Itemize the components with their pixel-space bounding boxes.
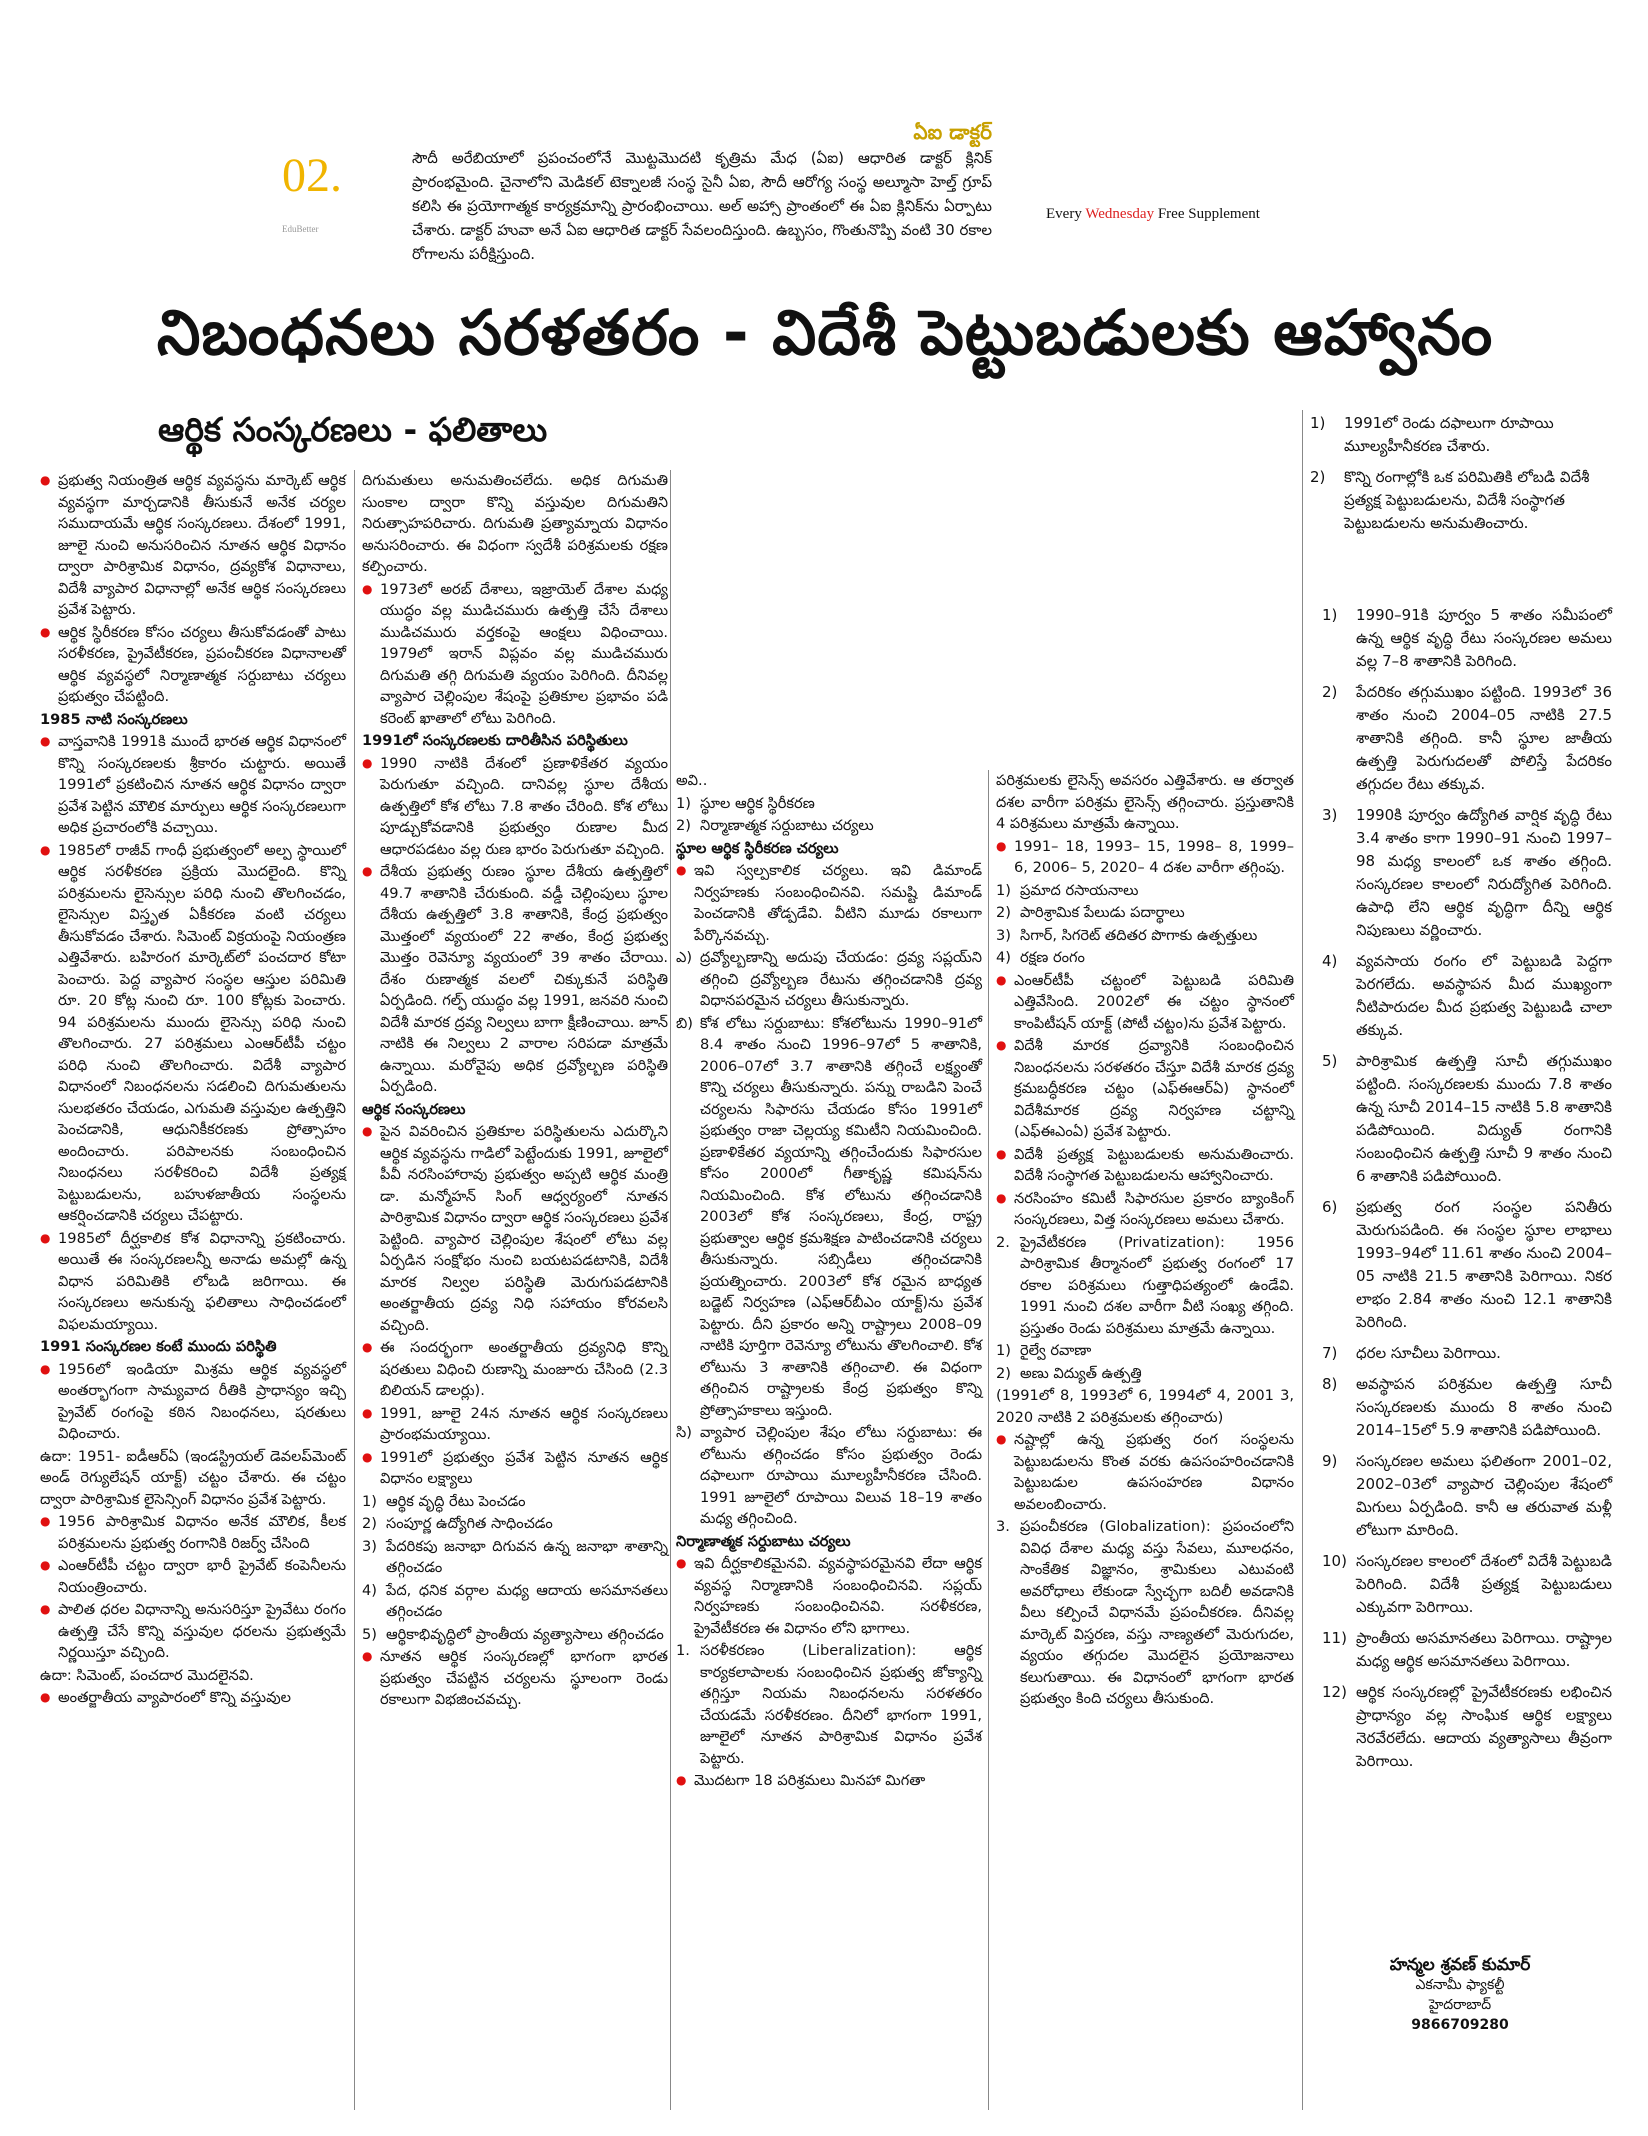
edu-label: EduBetter xyxy=(282,224,319,234)
item-number: 1) xyxy=(1310,414,1326,432)
item-text: సిగార్, సిగరెట్ తదితర పొగాకు ఉత్పత్తులు xyxy=(1020,926,1258,944)
numbered-item xyxy=(1322,1342,1612,1365)
numbered-item xyxy=(676,793,982,815)
item-text: ప్రాంతీయ అసమానతలు పెరిగాయి. రాష్ట్రాల మధ్య ఆర్థిక అసమానతలు పెరిగాయి. xyxy=(1356,1629,1612,1670)
item-number: 2) xyxy=(1310,468,1326,486)
numbered-item xyxy=(1310,412,1610,458)
item-text: 1990కి పూర్వం ఉద్యోగిత వార్షిక వృద్ధి రేటు 3.4 శాతం కాగా 1990–91 నుంచి 1997–98 మధ్య కాలంలో ఒక శాతం తగ్గింది. సంస్కరణల కాలంలో నిరుద్యోగిత పెరిగింది. ఉపాధి లేని ఆర్థిక వృద్ధిగా దీన్ని ఆర్థిక నిపుణులు వర్ణించారు. xyxy=(1356,806,1612,939)
bullet-paragraph: ● 1990 నాటికి దేశంలో ప్రణాళికేతర వ్యయం పెరుగుతూ వచ్చింది. దానివల్ల స్థూల దేశీయ ఉత్పత్తిలో కోశ లోటు 7.8 శాతం చేరింది. కోశ లోటు పూడ్చుకోవడానికి ప్రభుత్వం రుణాల మీద ఆధారపడటం వల్ల రుణ భారం పెరుగుతూ వచ్చింది. xyxy=(362,753,668,861)
bullet-paragraph: ● 1991– 18, 1993– 15, 1998– 8, 1999– 6, 2006– 5, 2020– 4 దశల వారీగా తగ్గింపు. xyxy=(996,836,1294,879)
item-text: వ్యవసాయ రంగం లో పెట్టుబడి పెద్దగా పెరగలేదు. అవస్థాపన మీద ముఖ్యంగా నీటిపారుదల మీద ప్రభుత్వ పెట్టుబడి చాలా తక్కువ. xyxy=(1356,952,1612,1039)
bullet-paragraph: ● ఎంఆర్‌టీపీ చట్టంలో పెట్టుబడి పరిమితి ఎత్తివేసింది. 2002లో ఈ చట్టం స్థానంలో కాంపిటీషన్ యాక్ట్ (పోటీ చట్టం)ను ప్రవేశ పెట్టారు. xyxy=(996,970,1294,1035)
supplement-prefix: Every xyxy=(1046,206,1082,222)
item-text: ఆర్థిక సంస్కరణల్లో ప్రైవేటీకరణకు లభించిన ప్రాధాన్యం వల్ల సాంఘిక ఆర్థిక లక్ష్యాలు నెరవేరలేదు. ఆదాయ వ్యత్యాసాలు తీవ్రంగా పెరిగాయి. xyxy=(1356,1683,1612,1770)
numbered-item xyxy=(1322,1627,1612,1673)
item-text: సంపూర్ణ ఉద్యోగిత సాధించడం xyxy=(386,1515,553,1532)
item-text: ప్రభుత్వ రంగ సంస్థల పనితీరు మెరుగుపడింది. ఈ సంస్థల స్థూల లాభాలు 1993–94లో 11.61 శాతం నుంచి 2004–05 నాటికి 21.5 శాతానికి పెరిగాయి. నికర లాభం 2.84 శాతం నుంచి 12.1 శాతానికి పెరిగింది. xyxy=(1356,1198,1612,1331)
ai-box-text: సౌదీ అరేబియాలో ప్రపంచంలోనే మొట్టమొదటి కృత్రిమ మేధ (ఏఐ) ఆధారిత డాక్టర్ క్లినిక్ ప్రారంభమైంది. చైనాలోని మెడికల్ టెక్నాలజీ సంస్థ సైనీ ఏఐ, సౌదీ ఆరోగ్య సంస్థ అల్మూసా హెల్త్ గ్రూప్ కలిసి ఈ ప్రయోగాత్మక కార్యక్రమాన్ని ప్రారంభించాయి. అల్ అహ్సా ప్రాంతంలో ఈ ఏఐ క్లినిక్‌ను ఏర్పాటు చేశారు. డాక్టర్ హువా అనే ఏఐ ఆధారిత డాక్టర్ సేవలందిస్తుంది. ఉబ్బసం, గొంతునొప్పి వంటి 30 రకాల రోగాలను పరీక్షిస్తుంది. xyxy=(412,149,992,263)
item-text: ప్రమాద రసాయనాలు xyxy=(1020,881,1139,899)
numbered-item xyxy=(1322,1450,1612,1542)
numbered-item xyxy=(996,925,1294,947)
numbered-item xyxy=(996,1363,1294,1385)
item-number: 1) xyxy=(996,881,1011,899)
right-top-list xyxy=(1310,412,1610,543)
item-number: 3) xyxy=(996,926,1011,944)
numbered-item xyxy=(1322,1550,1612,1619)
column-1 xyxy=(40,470,346,1710)
supplement-suffix: Free Supplement xyxy=(1157,206,1260,222)
column-4 xyxy=(996,770,1294,1711)
numbered-item xyxy=(996,1516,1294,1710)
bullet-paragraph: ● 1956 పారిశ్రామిక విధానం అనేక మౌలిక, కీలక పరిశ్రమలను ప్రభుత్వ రంగానికి రిజర్వ్ చేసింది xyxy=(40,1511,346,1554)
item-text: ప్రపంచీకరణ (Globalization): ప్రపంచంలోని వివిధ దేశాల మధ్య వస్తు సేవలు, మూలధనం, సాంకేతిక విజ్ఞానం, శ్రామికులు ఎటువంటి అవరోధాలు లేకుండా స్వేచ్ఛగా బదిలీ అవడానికి వీలు కల్పించే విధానమే ప్రపంచీకరణ. దీనివల్ల మార్కెట్ విస్తరణ, వస్తు నాణ్యతలో మెరుగుదల, వ్యయం తగ్గుదల మొదలైన ప్రయోజనాలు కలుగుతాయి. ఈ విధానంలో భాగంగా భారత ప్రభుత్వం కింది చర్యలు తీసుకుంది. xyxy=(1020,1518,1294,1707)
bullet-paragraph: ● నూతన ఆర్థిక సంస్కరణల్లో భాగంగా భారత ప్రభుత్వం చేపట్టిన చర్యలను స్థూలంగా రెండు రకాలుగా విభజించవచ్చు. xyxy=(362,1646,668,1711)
item-text: అణు విద్యుత్ ఉత్పత్తి xyxy=(1020,1364,1142,1382)
numbered-item xyxy=(362,1624,668,1646)
supplement-day: Wednesday xyxy=(1085,206,1155,222)
bullet-paragraph: ● నరసింహం కమిటీ సిఫారసుల ప్రకారం బ్యాంకింగ్ సంస్కరణలు, విత్త సంస్కరణలు అమలు చేశారు. xyxy=(996,1188,1294,1231)
item-number: 3) xyxy=(362,1537,377,1555)
numbered-item xyxy=(1322,950,1612,1042)
bullet-paragraph: ● విదేశీ ప్రత్యక్ష పెట్టుబడులకు అనుమతించారు. విదేశీ సంస్థాగత పెట్టుబడులను ఆహ్వానించారు. xyxy=(996,1144,1294,1187)
bullet-paragraph: ● 1956లో ఇండియా మిశ్రమ ఆర్థిక వ్యవస్థలో అంతర్భాగంగా సామ్యవాద రీతికి ప్రాధాన్యం ఇచ్చి ప్రైవేట్ రంగంపై కఠిన నిబంధనలు, షరతులు విధించారు. xyxy=(40,1359,346,1445)
bullet-paragraph: ● నష్టాల్లో ఉన్న ప్రభుత్వ రంగ సంస్థలను పెట్టుబడులను కొంత వరకు ఉపసంహరించడానికి పెట్టుబడుల ఉపసంహరణ విధానం అవలంబించారు. xyxy=(996,1429,1294,1515)
bullet-paragraph: ● 1991లో ప్రభుత్వం ప్రవేశ పెట్టిన నూతన ఆర్థిక విధానం లక్ష్యాలు xyxy=(362,1447,668,1490)
item-text: పేదరికం తగ్గుముఖం పట్టింది. 1993లో 36 శాతం నుంచి 2004–05 నాటికి 27.5 శాతానికి తగ్గింది. కానీ స్థూల జాతీయ ఉత్పత్తి పెరుగుదలతో పోలిస్తే పేదరికం తగ్గుదల రేటు తక్కువ. xyxy=(1356,683,1612,793)
item-number: 2) xyxy=(996,1364,1011,1382)
item-text: కోశ లోటు సర్దుబాటు: కోశలోటును 1990–91లో 8.4 శాతం నుంచి 1996–97లో 5 శాతానికి, 2006–07లో 3.7 శాతానికి తగ్గించే లక్ష్యంతో కొన్ని చర్యలు తీసుకున్నారు. పన్ను రాబడిని పెంచే చర్యలను సిఫారసు చేయడం కోసం 1991లో ప్రభుత్వం రాజా చెల్లయ్య కమిటీని నియమించింది. ప్రణాళికేతర వ్యయాన్ని తగ్గించేందుకు సిఫారసుల కోసం 2000లో గీతాకృష్ణ కమిషన్‌ను నియమించింది. కోశ లోటును తగ్గించడానికి 2003లో కోశ సంస్కరణలు, కేంద్ర, రాష్ట్ర ప్రభుత్వాల ఆర్థిక క్రమశిక్షణ పాటించడానికి చర్యలు తీసుకున్నారు. సబ్సిడీలు తగ్గించడానికి ప్రయత్నించారు. 2003లో కోశ రమైన బాధ్యత బడ్జెట్ నిర్వహణ (ఎఫ్‌ఆర్‌బీఎం యాక్ట్)ను ప్రవేశ పెట్టారు. దీని ప్రకారం అన్ని రాష్ట్రాలు 2008–09 నాటికి పూర్తిగా రెవెన్యూ లోటును తొలగించాలి. కోశ లోటును 3 శాతానికి తగ్గించాలి. ఈ విధంగా తగ్గించిన రాష్ట్రాలకు కేంద్ర ప్రభుత్వం కొన్ని ప్రోత్సాహకాలు ఇస్తుంది. xyxy=(700,1014,982,1419)
item-number: 1) xyxy=(676,794,691,812)
bullet-paragraph: ● విదేశీ మారక ద్రవ్యానికి సంబంధించిన నిబంధనలను సరళతరం చేస్తూ విదేశీ మారక ద్రవ్య క్రమబద్ధీకరణ చట్టం (ఎఫ్ఈఆర్ఏ) స్థానంలో విదేశీమారక ద్రవ్య నిర్వహణ చట్టాన్ని (ఎఫ్ఈఎంఏ) ప్రవేశ పెట్టారు. xyxy=(996,1035,1294,1143)
item-text: సరళీకరణం (Liberalization): ఆర్థిక కార్యకలాపాలకు సంబంధించిన ప్రభుత్వ జోక్యాన్ని తగ్గిస్తూ నియమ నిబంధనలను సరళతరం చేయడమే సరళీకరణం. దీనిలో భాగంగా 1991, జూలైలో నూతన పారిశ్రామిక విధానం ప్రవేశ పెట్టారు. xyxy=(700,1642,982,1767)
bullet-paragraph: ● ఇవి స్వల్పకాలిక చర్యలు. ఇవి డిమాండ్ నిర్వహణకు సంబంధించినవి. సమష్టి డిమాండ్ పెంచడానికి తోడ్పడేవి. వీటిని మూడు రకాలుగా పేర్కొనవచ్చు. xyxy=(676,860,982,946)
numbered-item xyxy=(362,1580,668,1623)
numbered-item xyxy=(996,880,1294,902)
item-number: 9) xyxy=(1322,1452,1338,1470)
numbered-item xyxy=(362,1491,668,1513)
numbered-item xyxy=(1322,604,1612,673)
bullet-paragraph: ● మొదటగా 18 పరిశ్రమలు మినహా మిగతా xyxy=(676,1770,982,1792)
item-number: 11) xyxy=(1322,1629,1347,1647)
item-number: 1. xyxy=(676,1642,690,1659)
section-heading: 1991 సంస్కరణల కంటే ముందు పరిస్థితి xyxy=(40,1338,277,1355)
paragraph: ఉదా: 1951- ఐడీఆర్‌ఏ (ఇండస్ట్రియల్ డెవలప్‌మెంట్ అండ్ రెగ్యులేషన్ యాక్ట్) చట్టం చేశారు. ఈ చట్టం ద్వారా పారిశ్రామిక లైసెన్సింగ్ విధానం ప్రవేశ పెట్టారు. xyxy=(40,1447,346,1508)
item-text: వ్యాపార చెల్లింపుల శేషం లోటు సర్దుబాటు: ఈ లోటును తగ్గించడం కోసం ప్రభుత్వం రెండు దఫాలుగా రూపాయి మూల్యహీనీకరణ చేసింది. 1991 జూలైలో రూపాయి విలువ 18–19 శాతం మధ్య తగ్గించింది. xyxy=(700,1424,982,1527)
numbered-item xyxy=(996,1232,1294,1340)
item-text: సంస్కరణల అమలు ఫలితంగా 2001–02, 2002–03లో వ్యాపార చెల్లింపుల శేషంలో మిగులు ఏర్పడింది. కానీ ఆ తరువాత మళ్లీ లోటుగా మారింది. xyxy=(1356,1452,1612,1539)
item-number: 4) xyxy=(362,1581,377,1599)
paragraph: దిగుమతులు అనుమతించలేదు. అధిక దిగుమతి సుంకాల ద్వారా కొన్ని వస్తువుల దిగుమతిని నిరుత్సాహపరిచారు. దిగుమతి ప్రత్యామ్నాయ విధానం అనుసరించారు. ఈ విధంగా స్వదేశీ పరిశ్రమలకు రక్షణ కల్పించారు. xyxy=(362,472,668,575)
item-text: 1991లో రెండు దఫాలుగా రూపాయి మూల్యహీనీకరణ చేశారు. xyxy=(1344,414,1554,455)
item-number: 2) xyxy=(676,817,691,834)
numbered-item xyxy=(362,1513,668,1535)
bullet-paragraph: ● 1991, జూలై 24న నూతన ఆర్థిక సంస్కరణలు ప్రారంభమయ్యాయి. xyxy=(362,1403,668,1446)
author-designation: ఎకనామీ ఫ్యాకల్టీ xyxy=(1415,1977,1505,1993)
paragraph: పరిశ్రమలకు లైసెన్స్ అవసరం ఎత్తివేశారు. ఆ తర్వాత దశల వారీగా పరిశ్రమ లైసెన్స్ తగ్గించారు. ప్రస్తుతానికి 4 పరిశ్రమలు మాత్రమే ఉన్నాయి. xyxy=(996,772,1294,832)
item-number: 1) xyxy=(1322,606,1338,624)
section-heading: 1985 నాటి సంస్కరణలు xyxy=(40,710,188,728)
author-name: హన్మల శ్రవణ్ కుమార్ xyxy=(1389,1955,1531,1975)
item-number: 8) xyxy=(1322,1375,1338,1393)
item-number: 2) xyxy=(1322,683,1338,701)
item-text: స్థూల ఆర్థిక స్థిరీకరణ xyxy=(700,794,815,812)
numbered-item xyxy=(1322,1373,1612,1442)
numbered-item xyxy=(676,1013,982,1422)
headline: నిబంధనలు సరళతరం - విదేశీ పెట్టుబడులకు ఆహ్వానం xyxy=(156,296,1494,369)
item-number: 4) xyxy=(1322,952,1338,970)
bullet-paragraph: ● అంతర్జాతీయ వ్యాపారంలో కొన్ని వస్తువుల xyxy=(40,1687,346,1709)
item-text: కొన్ని రంగాల్లోకి ఒక పరిమితికి లోబడి విదేశీ ప్రత్యక్ష పెట్టుబడులను, విదేశీ సంస్థాగత పెట్టుబడులను అనుమతించారు. xyxy=(1344,468,1590,532)
item-text: పేదరికపు జనాభా దిగువన ఉన్న జనాభా శాతాన్ని తగ్గించడం xyxy=(386,1537,668,1576)
author-city: హైదరాబాద్ xyxy=(1428,1997,1492,2013)
numbered-item xyxy=(676,1640,982,1769)
subhead: ఆర్థిక సంస్కరణలు - ఫలితాలు xyxy=(158,410,548,449)
numbered-item xyxy=(1322,1681,1612,1773)
column-3 xyxy=(676,770,982,1793)
paragraph: (1991లో 8, 1993లో 6, 1994లో 4, 2001 3, 2020 నాటికి 2 పరిశ్రమలకు తగ్గించారు) xyxy=(996,1387,1294,1426)
item-text: సంస్కరణల కాలంలో దేశంలో విదేశీ పెట్టుబడి పెరిగింది. విదేశీ ప్రత్యక్ష పెట్టుబడులు ఎక్కువగా పెరిగాయి. xyxy=(1356,1552,1612,1616)
author-phone: 9866709280 xyxy=(1411,2017,1509,2033)
bullet-paragraph: ● ఇవి దీర్ఘకాలికమైనవి. వ్యవస్థాపరమైనవి లేదా ఆర్థిక వ్యవస్థ నిర్మాణానికి సంబంధించినవి. సప్లయ్ నిర్వహణకు సంబంధించినవి. సరళీకరణ, ప్రైవేటీకరణ ఈ విధానం లోని భాగాలు. xyxy=(676,1553,982,1639)
section-heading: 1991లో సంస్కరణలకు దారితీసిన పరిస్థితులు xyxy=(362,732,628,749)
numbered-item xyxy=(1322,804,1612,942)
numbered-item xyxy=(362,1536,668,1579)
item-number: 4) xyxy=(996,949,1011,966)
item-number: 1) xyxy=(362,1492,377,1510)
bullet-paragraph: ● పాలిత ధరల విధానాన్ని అనుసరిస్తూ ప్రైవేటు రంగం ఉత్పత్తి చేసే కొన్ని వస్తువుల ధరలను ప్రభుత్వమే నిర్ణయిస్తూ వచ్చింది. xyxy=(40,1599,346,1664)
item-text: ధరల సూచీలు పెరిగాయి. xyxy=(1356,1344,1501,1362)
column-2 xyxy=(362,470,668,1712)
author-signature xyxy=(1310,1955,1610,2035)
item-text: అవస్థాపన పరిశ్రమల ఉత్పత్తి సూచీ సంస్కరణలకు ముందు 8 శాతం నుంచి 2014–15లో 5.9 శాతానికి పడిపోయింది. xyxy=(1356,1375,1612,1439)
ai-box-title: ఏఐ డాక్టర్ xyxy=(913,120,992,144)
item-text: నిర్మాణాత్మక సర్దుబాటు చర్యలు xyxy=(700,817,874,834)
paragraph: అవి.. xyxy=(676,772,708,789)
bullet-paragraph: ● 1973లో అరబ్ దేశాలు, ఇజ్రాయెల్ దేశాల మధ్య యుద్ధం వల్ల ముడిచమురు ఉత్పత్తి చేసే దేశాలు ముడిచమురు వర్తకంపై ఆంక్షలు విధించాయి. 1979లో ఇరాన్ విప్లవం వల్ల ముడిచమురు దిగుమతి తగ్గి దిగుమతి వ్యయం పెరిగింది. దీనివల్ల వ్యాపార చెల్లింపుల శేషంపై ప్రతికూల ప్రభావం పడి కరెంట్ ఖాతాలో లోటు పెరిగింది. xyxy=(362,579,668,730)
item-text: ద్రవ్యోల్బణాన్ని అదుపు చేయడం: ద్రవ్య సప్లయ్‌ని తగ్గించి ద్రవ్యోల్బణ రేటును తగ్గించడానికి ద్రవ్య విధానపరమైన చర్యలు తీసుకున్నారు. xyxy=(700,949,982,1009)
item-text: రైల్వే రవాణా xyxy=(1020,1342,1092,1359)
numbered-item xyxy=(996,902,1294,924)
paragraph: ఉదా: సిమెంట్, పంచదార మొదలైనవి. xyxy=(40,1666,254,1684)
item-text: ఆర్థికాభివృద్ధిలో ప్రాంతీయ వ్యత్యాసాలు తగ్గించడం xyxy=(386,1625,664,1643)
item-text: రక్షణ రంగం xyxy=(1020,949,1085,966)
item-number: 2) xyxy=(996,904,1011,921)
item-number: 3) xyxy=(1322,806,1338,824)
numbered-item xyxy=(676,947,982,1012)
numbered-item xyxy=(996,947,1294,969)
numbered-item xyxy=(1322,1050,1612,1188)
item-number: ఎ) xyxy=(676,949,693,966)
item-number: 5) xyxy=(362,1625,377,1643)
column-divider xyxy=(1302,410,1303,2110)
section-heading: ఆర్థిక సంస్కరణలు xyxy=(362,1100,466,1118)
bullet-paragraph: ● 1985లో దీర్ఘకాలిక కోశ విధానాన్ని ప్రకటించారు. అయితే ఈ సంస్కరణలన్నీ అనాడు అమల్లో ఉన్న విధాన పరిమితికి లోబడి జరిగాయి. ఈ సంస్కరణలు అనుకున్న ఫలితాలు సాధించడంలో విఫలమయ్యాయి. xyxy=(40,1228,346,1336)
item-number: 2) xyxy=(362,1515,377,1532)
column-divider xyxy=(988,770,989,2110)
item-number: సి) xyxy=(676,1424,692,1441)
page-number: 02. xyxy=(282,149,342,202)
bullet-paragraph: ● దేశీయ ప్రభుత్వ రుణం స్థూల దేశీయ ఉత్పత్తిలో 49.7 శాతానికి చేరుకుంది. వడ్డీ చెల్లింపులు స్థూల దేశీయ ఉత్పత్తిలో 3.8 శాతానికి, కేంద్ర ప్రభుత్వం మొత్తంలో వ్యయంలో 22 శాతం, కేంద్ర ప్రభుత్వ మొత్తం రెవెన్యూ వ్యయంలో 39 శాతం చేరాయి. దేశం రుణాత్మక వలలో చిక్కుకునే పరిస్థితి ఏర్పడింది. గల్ఫ్ యుద్ధం వల్ల 1991, జనవరి నుంచి విదేశీ మారక ద్రవ్య నిల్వలు బాగా క్షీణించాయి. జూన్ నాటికి ఈ నిల్వలు 2 వారాల సరిపడా మాత్రమే ఉన్నాయి. మరోవైపు అధిక ద్రవ్యోల్బణ పరిస్థితి ఏర్పడింది. xyxy=(362,861,668,1098)
bullet-paragraph: ● ఆర్థిక స్థిరీకరణ కోసం చర్యలు తీసుకోవడంతో పాటు సరళీకరణ, ప్రైవేటీకరణ, ప్రపంచీకరణ విధానాలతో ఆర్థిక వ్యవస్థలో నిర్మాణాత్మక సర్దుబాటు చర్యలు ప్రభుత్వం చేపట్టింది. xyxy=(40,622,346,708)
item-number: 2. xyxy=(996,1233,1010,1251)
item-number: 7) xyxy=(1322,1344,1338,1362)
item-number: 6) xyxy=(1322,1198,1338,1216)
results-list xyxy=(1322,604,1612,1781)
item-number: 3. xyxy=(996,1518,1010,1535)
item-number: 12) xyxy=(1322,1683,1347,1701)
bullet-paragraph: ● ఈ సందర్భంగా అంతర్జాతీయ ద్రవ్యనిధి కొన్ని షరతులు విధించి రుణాన్ని మంజూరు చేసింది (2.3 బిలియన్ డాలర్లు). xyxy=(362,1337,668,1402)
item-number: 1) xyxy=(996,1342,1011,1359)
section-heading: స్థూల ఆర్థిక స్థిరీకరణ చర్యలు xyxy=(676,839,839,857)
bullet-paragraph: ● పైన వివరించిన ప్రతికూల పరిస్థితులను ఎదుర్కొని ఆర్థిక వ్యవస్థను గాడిలో పెట్టేందుకు 1991, జూలైలో పీవీ నరసింహారావు ప్రభుత్వం అప్పటి ఆర్థిక మంత్రి డా. మన్మోహన్ సింగ్ ఆధ్వర్యంలో నూతన పారిశ్రామిక విధానం ద్వారా ఆర్థిక సంస్కరణలు ప్రవేశ పెట్టింది. వ్యాపార చెల్లింపుల శేషంలో లోటు వల్ల ఏర్పడిన సంక్షోభం నుంచి బయటపడటానికి, విదేశీ మారక నిల్వల పరిస్థితి మెరుగుపడటానికి అంతర్జాతీయ ద్రవ్య నిధి సహాయం కోరవలసి వచ్చింది. xyxy=(362,1121,668,1336)
numbered-item xyxy=(676,1422,982,1530)
item-text: 1990–91కి పూర్వం 5 శాతం సమీపంలో ఉన్న ఆర్థిక వృద్ధి రేటు సంస్కరణల అమలు వల్ల 7–8 శాతానికి పెరిగింది. xyxy=(1356,606,1612,670)
item-text: పేద, ధనిక వర్గాల మధ్య ఆదాయ అసమానతలు తగ్గించడం xyxy=(386,1581,668,1620)
supplement-line xyxy=(1046,206,1260,223)
column-divider xyxy=(354,470,355,2110)
numbered-item xyxy=(996,1340,1294,1362)
item-number: 5) xyxy=(1322,1052,1338,1070)
item-number: బి) xyxy=(676,1014,693,1032)
bullet-paragraph: ● ప్రభుత్వ నియంత్రిత ఆర్థిక వ్యవస్థను మార్కెట్ ఆర్థిక వ్యవస్థగా మార్చడానికి తీసుకునే అనేక చర్యల సముదాయమే ఆర్థిక సంస్కరణలు. దేశంలో 1991, జూలై నుంచి అనుసరించిన నూతన ఆర్థిక విధానం ద్వారా పారిశ్రామిక విధానం, ద్రవ్యకోశ విధానాలు, విదేశీ వ్యాపార విధానాల్లో అనేక ఆర్థిక సంస్కరణలు ప్రవేశ పెట్టారు. xyxy=(40,470,346,621)
ai-doctor-box xyxy=(412,120,992,266)
numbered-item xyxy=(1322,1196,1612,1334)
numbered-item xyxy=(1322,681,1612,796)
column-divider xyxy=(670,470,671,2110)
item-text: ఆర్థిక వృద్ధి రేటు పెంచడం xyxy=(386,1492,526,1510)
bullet-paragraph: ● 1985లో రాజీవ్ గాంధీ ప్రభుత్వంలో అల్ప స్థాయిలో ఆర్థిక సరళీకరణ ప్రక్రియ మొదలైంది. కొన్ని పరిశ్రమలను లైసెన్సుల పరిధి నుంచి తొలగించడం, లైసెన్సుల విస్తృత ఏకీకరణ వంటి చర్యలు తీసుకోవడం చేశారు. సిమెంట్ విక్రయంపై నియంత్రణ ఎత్తివేశారు. బహిరంగ మార్కెట్‌లో పంచదార కోటా పెంచారు. పెద్ద వ్యాపార సంస్థల ఆస్తుల పరిమితి రూ. 20 కోట్ల నుంచి రూ. 100 కోట్లకు పెంచారు. 94 పరిశ్రమలను ముందు లైసెన్సు పరిధి నుంచి తొలగించారు. 27 పరిశ్రమలు ఎంఆర్‌టీపీ చట్టం పరిధి నుంచి తొలగించారు. విదేశీ వ్యాపార విధానంలో నిబంధనలను సడలించి దిగుమతులను సులభతరం చేయడం, ఎగుమతి వస్తువుల ఉత్పత్తిని పెంచడానికి, ఆధునికీకరణకు ప్రోత్సాహం అందించారు. పరిపాలనకు సంబంధించిన నిబంధనలు సరళీకరించి విదేశీ ప్రత్యక్ష పెట్టుబడులను, బహుళజాతీయ సంస్థలను ఆకర్షించడానికి చర్యలు చేపట్టారు. xyxy=(40,840,346,1227)
section-heading: నిర్మాణాత్మక సర్దుబాటు చర్యలు xyxy=(676,1532,851,1550)
numbered-item xyxy=(1310,466,1610,535)
item-text: పారిశ్రామిక పేలుడు పదార్థాలు xyxy=(1020,904,1185,921)
item-text: పారిశ్రామిక ఉత్పత్తి సూచీ తగ్గుముఖం పట్టింది. సంస్కరణలకు ముందు 7.8 శాతం ఉన్న సూచీ 2014–15 నాటికి 5.8 శాతానికి పడిపోయింది. విద్యుత్ రంగానికి సంబంధించిన ఉత్పత్తి సూచీ 9 శాతం నుంచి 6 శాతానికి పడిపోయింది. xyxy=(1356,1052,1612,1185)
numbered-item xyxy=(676,815,982,837)
item-number: 10) xyxy=(1322,1552,1347,1570)
bullet-paragraph: ● ఎంఆర్‌టీపీ చట్టం ద్వారా భారీ ప్రైవేట్ కంపెనీలను నియంత్రించారు. xyxy=(40,1555,346,1598)
bullet-paragraph: ● వాస్తవానికి 1991కి ముందే భారత ఆర్థిక విధానంలో కొన్ని సంస్కరణలకు శ్రీకారం చుట్టారు. అయితే 1991లో ప్రకటించిన నూతన ఆర్థిక విధానం ద్వారా ప్రవేశ పెట్టిన మౌలిక మార్పులు ఆర్థిక సంస్కరణలుగా అధిక ప్రచారంలోకి వచ్చాయి. xyxy=(40,731,346,839)
item-text: ప్రైవేటీకరణ (Privatization): 1956 పారిశ్రామిక తీర్మానంలో ప్రభుత్వ రంగంలో 17 రకాల పరిశ్రమలు గుత్తాధిపత్యంలో ఉండేవి. 1991 నుంచి దశల వారీగా వీటి సంఖ్య తగ్గింది. ప్రస్తుతం రెండు పరిశ్రమలు మాత్రమే ఉన్నాయి. xyxy=(1020,1233,1294,1337)
